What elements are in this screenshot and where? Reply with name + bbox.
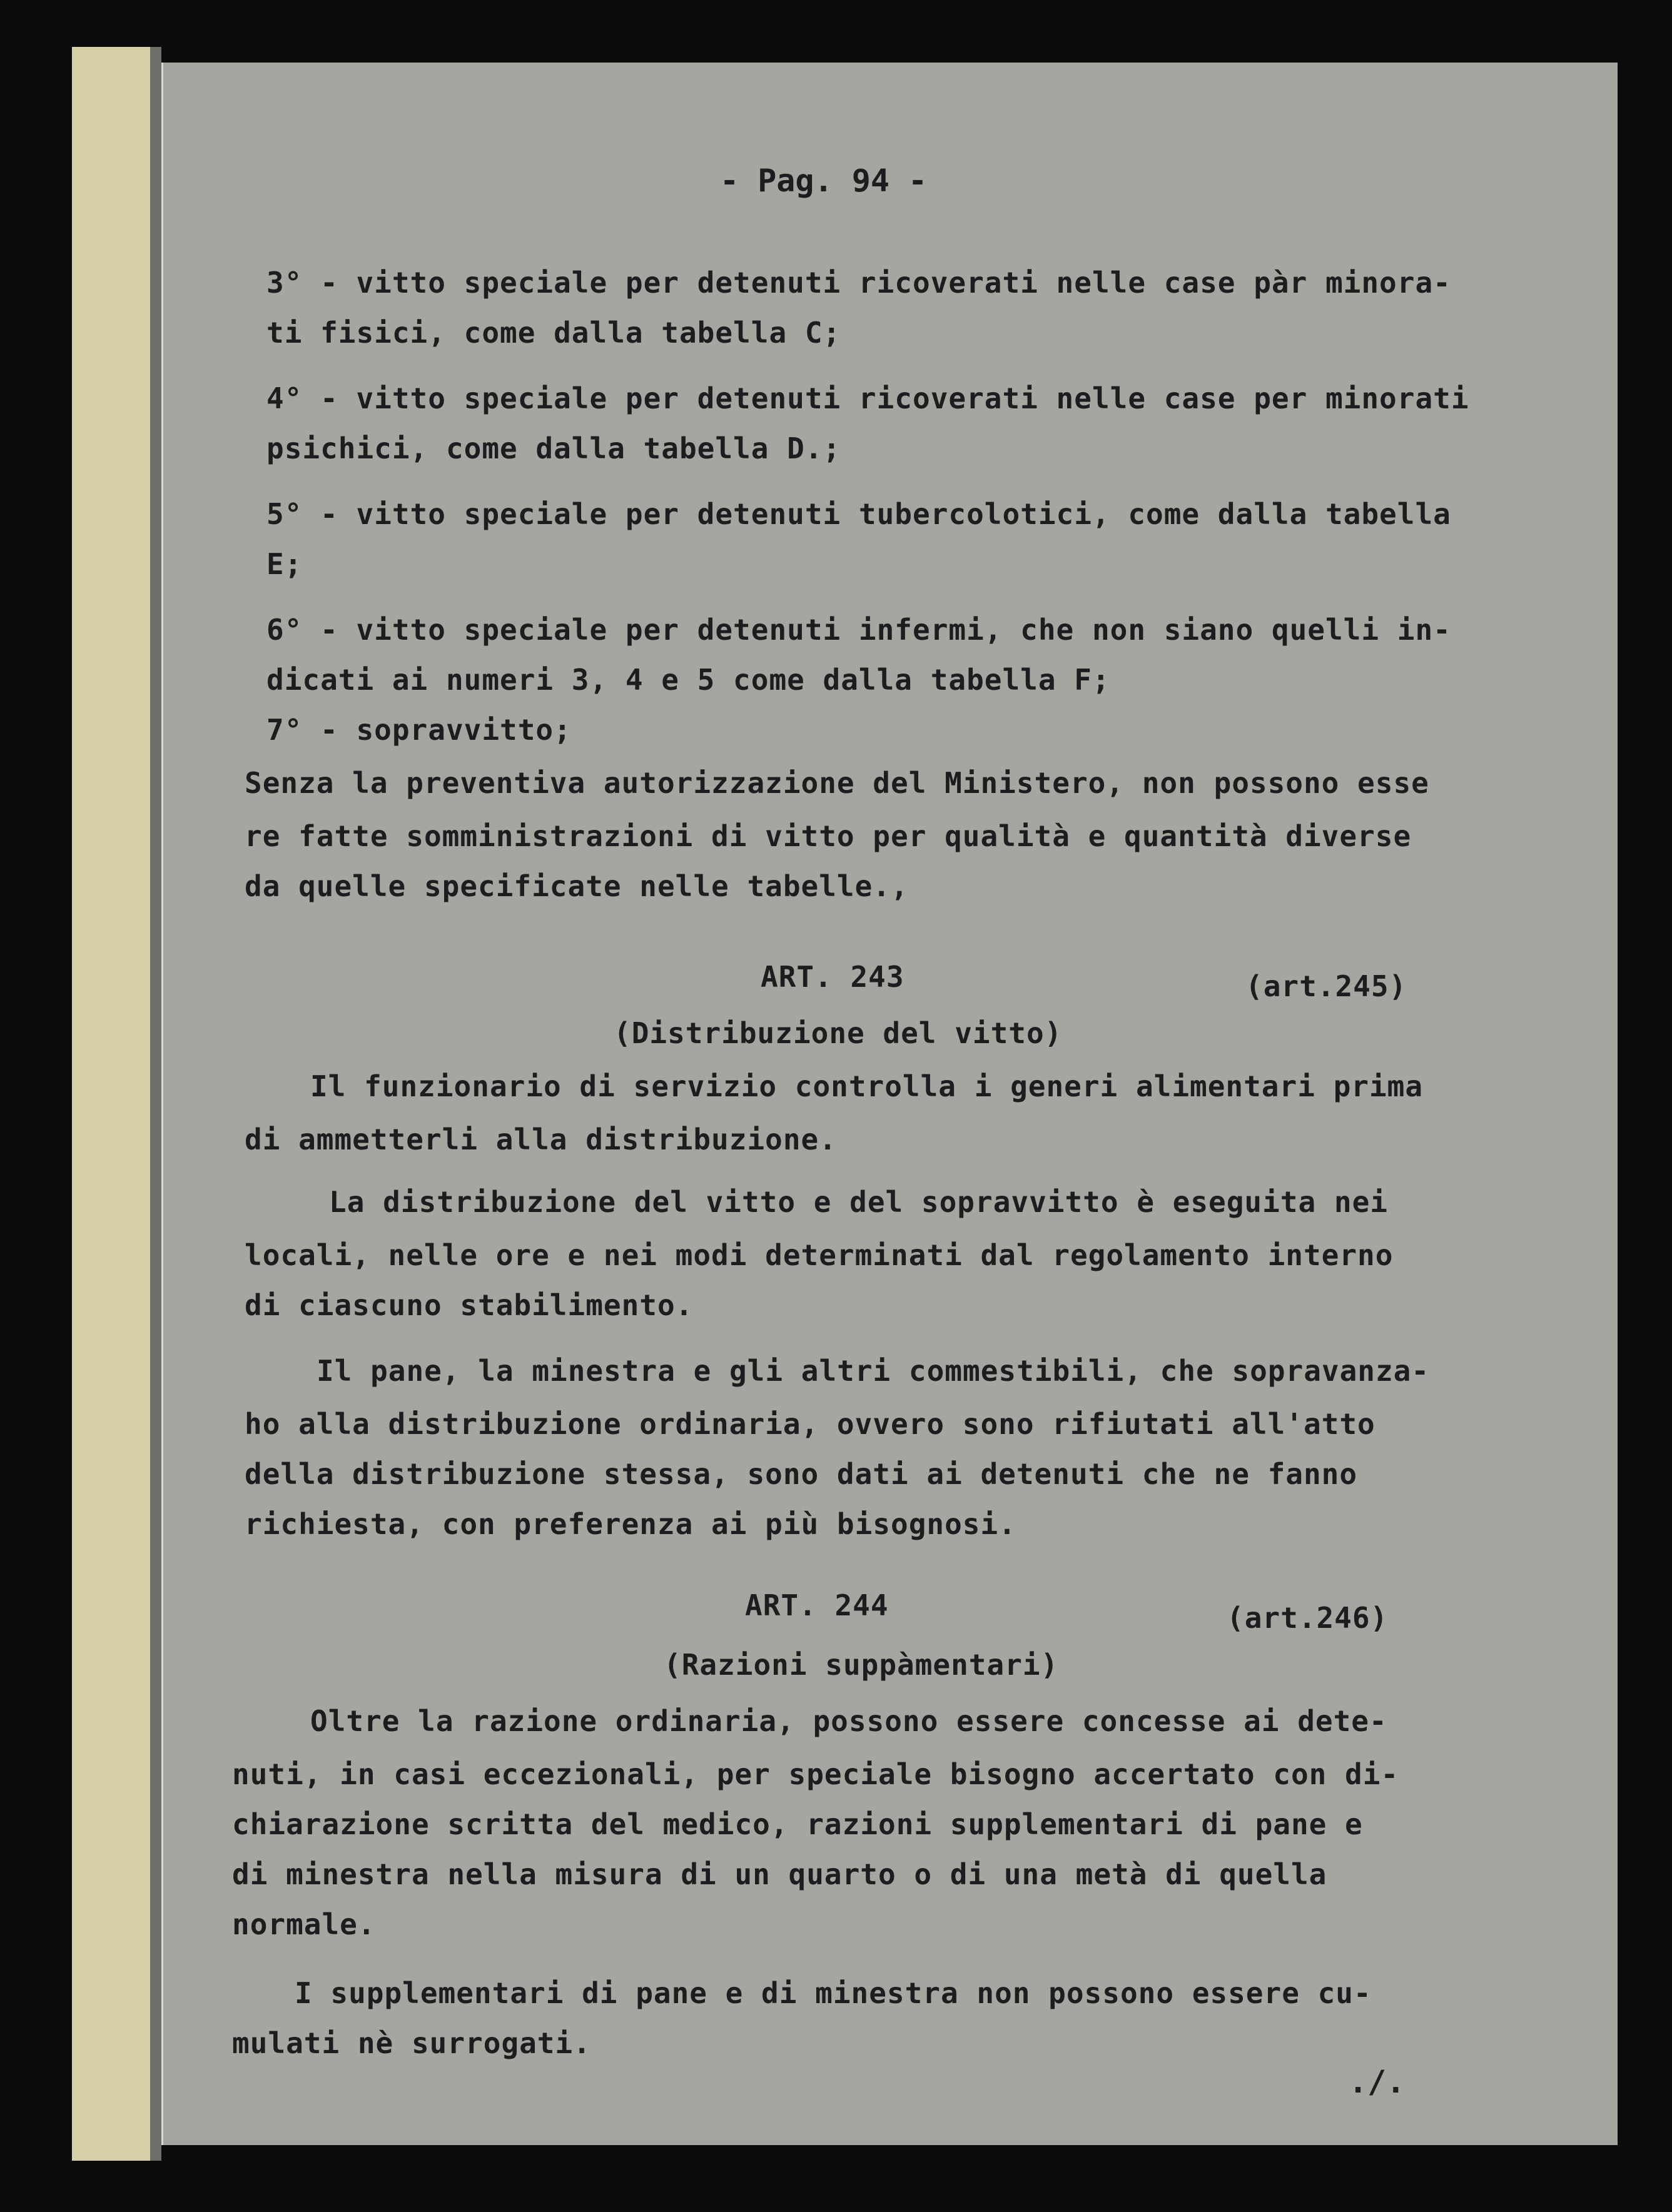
text-line: nuti, in casi eccezionali, per speciale bisogno accertato con di- bbox=[232, 1757, 1399, 1791]
text-line: Oltre la razione ordinaria, possono essere concesse ai dete- bbox=[310, 1704, 1387, 1738]
text-line: di minestra nella misura di un quarto o di una metà di quella bbox=[232, 1857, 1327, 1891]
text-line: 3° - vitto speciale per detenuti ricoverati nelle case pàr minora- bbox=[266, 266, 1451, 300]
text-line: I supplementari di pane e di minestra non possono essere cu- bbox=[295, 1976, 1372, 2010]
text-line: La distribuzione del vitto e del sopravvitto è eseguita nei bbox=[329, 1185, 1388, 1219]
text-line: normale. bbox=[232, 1907, 376, 1941]
continuation-mark: ./. bbox=[1349, 2064, 1406, 2100]
text-line: di ciascuno stabilimento. bbox=[245, 1288, 694, 1322]
text-line: E; bbox=[266, 547, 303, 581]
text-line: 6° - vitto speciale per detenuti infermi, che non siano quelli in- bbox=[266, 613, 1451, 647]
article-subtitle: (Razioni suppàmentari) bbox=[664, 1648, 1059, 1682]
text-line: da quelle specificate nelle tabelle., bbox=[245, 869, 909, 903]
underlying-page-edge bbox=[72, 47, 157, 2161]
text-line: mulati nè surrogati. bbox=[232, 2026, 591, 2060]
text-line: 4° - vitto speciale per detenuti ricoverati nelle case per minorati bbox=[266, 381, 1469, 415]
text-line: della distribuzione stessa, sono dati ai detenuti che ne fanno bbox=[245, 1457, 1358, 1491]
page-fold bbox=[150, 47, 161, 2161]
document-page bbox=[161, 63, 1618, 2145]
text-line: 7° - sopravvitto; bbox=[266, 713, 572, 747]
text-line: locali, nelle ore e nei modi determinati dal regolamento interno bbox=[245, 1238, 1394, 1272]
text-line: Senza la preventiva autorizzazione del Ministero, non possono esse bbox=[245, 766, 1429, 800]
text-line: Il pane, la minestra e gli altri commestibili, che sopravanza- bbox=[317, 1354, 1430, 1388]
text-line: dicati ai numeri 3, 4 e 5 come dalla tabella F; bbox=[266, 663, 1110, 697]
text-line: richiesta, con preferenza ai più bisognosi. bbox=[245, 1507, 1016, 1541]
text-line: Il funzionario di servizio controlla i generi alimentari prima bbox=[310, 1069, 1424, 1103]
text-line: ti fisici, come dalla tabella C; bbox=[266, 316, 841, 350]
page-number: - Pag. 94 - bbox=[720, 163, 928, 199]
text-line: re fatte somministrazioni di vitto per qualità e quantità diverse bbox=[245, 819, 1412, 853]
text-line: di ammetterli alla distribuzione. bbox=[245, 1123, 837, 1156]
text-line: psichici, come dalla tabella D.; bbox=[266, 432, 841, 465]
text-line: ho alla distribuzione ordinaria, ovvero sono rifiutati all'atto bbox=[245, 1407, 1376, 1441]
article-reference: (art.246) bbox=[1227, 1601, 1389, 1635]
article-subtitle: (Distribuzione del vitto) bbox=[614, 1016, 1063, 1050]
article-heading: ART. 244 bbox=[745, 1588, 889, 1622]
article-heading: ART. 243 bbox=[761, 960, 904, 994]
text-line: chiarazione scritta del medico, razioni supplementari di pane e bbox=[232, 1807, 1363, 1841]
text-line: 5° - vitto speciale per detenuti tubercolotici, come dalla tabella bbox=[266, 497, 1451, 531]
article-reference: (art.245) bbox=[1245, 969, 1407, 1003]
